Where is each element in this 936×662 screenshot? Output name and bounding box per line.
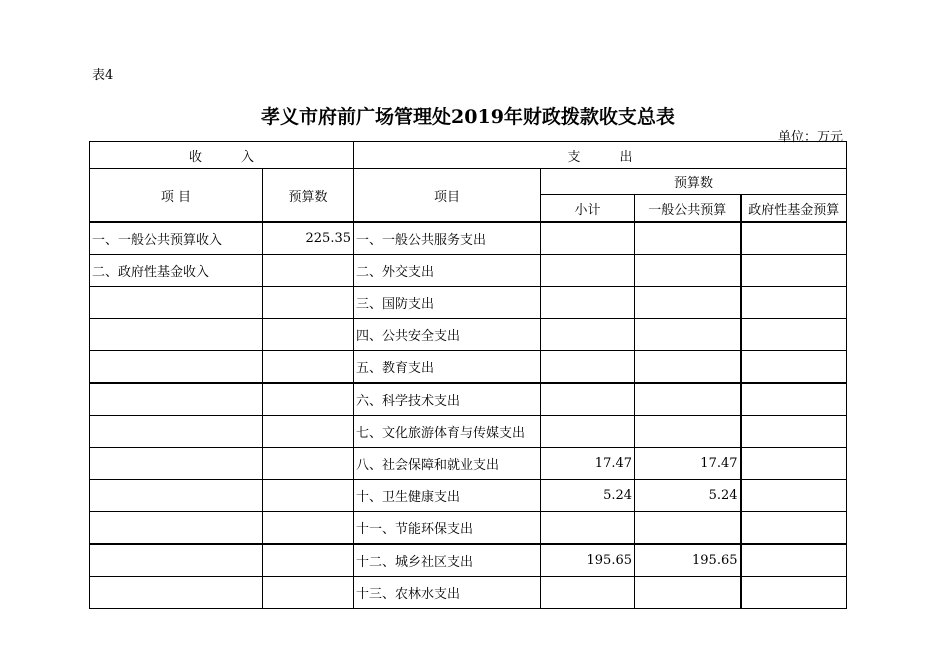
income-item-cell — [90, 480, 263, 512]
general-budget-cell — [635, 255, 741, 287]
income-item-header: 项 目 — [90, 169, 263, 223]
expense-item-cell: 四、公共安全支出 — [354, 319, 541, 351]
income-item-cell — [90, 287, 263, 319]
header-row-1 — [90, 142, 847, 169]
income-value-cell: 225.35 — [263, 222, 354, 255]
general-budget-cell: 195.65 — [635, 544, 741, 577]
general-budget-cell — [635, 383, 741, 416]
income-item-cell — [90, 319, 263, 351]
income-value-cell — [263, 448, 354, 480]
subtotal-cell — [541, 319, 635, 351]
income-value-cell — [263, 383, 354, 416]
general-budget-cell — [635, 416, 741, 448]
income-value-cell — [263, 577, 354, 609]
gov-fund-budget-cell — [741, 383, 847, 416]
table-label: 表4 — [92, 68, 114, 83]
table-row — [90, 448, 847, 480]
expense-item-cell: 一、一般公共服务支出 — [354, 222, 541, 255]
income-item-cell — [90, 544, 263, 577]
income-budget-header: 预算数 — [263, 169, 354, 223]
income-value-cell — [263, 512, 354, 545]
income-value-cell — [263, 351, 354, 384]
subtotal-cell — [541, 512, 635, 545]
table-row — [90, 255, 847, 287]
general-budget-cell — [635, 351, 741, 384]
general-budget-cell — [635, 222, 741, 255]
expense-item-cell: 十、卫生健康支出 — [354, 480, 541, 512]
income-value-cell — [263, 287, 354, 319]
subtotal-cell — [541, 416, 635, 448]
gov-fund-budget-cell — [741, 222, 847, 255]
income-item-cell — [90, 448, 263, 480]
income-item-cell — [90, 383, 263, 416]
gov-fund-budget-cell — [741, 544, 847, 577]
budget-table — [89, 141, 847, 609]
header-row-2 — [90, 169, 847, 195]
subtotal-cell — [541, 287, 635, 319]
gov-fund-budget-cell — [741, 416, 847, 448]
table-row — [90, 319, 847, 351]
expense-item-cell: 十一、节能环保支出 — [354, 512, 541, 545]
subtotal-cell: 195.65 — [541, 544, 635, 577]
subtotal-header: 小计 — [541, 195, 635, 223]
unit-label: 单位：万元 — [777, 130, 843, 145]
expense-header: 支 出 — [354, 142, 847, 169]
expense-item-cell: 七、文化旅游体育与传媒支出 — [354, 416, 541, 448]
gov-fund-budget-cell — [741, 577, 847, 609]
general-budget-cell — [635, 319, 741, 351]
income-item-cell: 二、政府性基金收入 — [90, 255, 263, 287]
table-row — [90, 416, 847, 448]
income-item-cell: 一、一般公共预算收入 — [90, 222, 263, 255]
income-value-cell — [263, 255, 354, 287]
gov-fund-budget-cell — [741, 255, 847, 287]
gov-fund-budget-cell — [741, 480, 847, 512]
subtotal-cell — [541, 577, 635, 609]
expense-item-cell: 五、教育支出 — [354, 351, 541, 384]
income-item-cell — [90, 577, 263, 609]
gov-fund-budget-cell — [741, 512, 847, 545]
subtotal-cell — [541, 351, 635, 384]
table-row — [90, 383, 847, 416]
general-budget-cell — [635, 577, 741, 609]
general-budget-cell: 17.47 — [635, 448, 741, 480]
income-header: 收 入 — [90, 142, 354, 169]
income-value-cell — [263, 319, 354, 351]
subtotal-cell: 17.47 — [541, 448, 635, 480]
income-item-cell — [90, 416, 263, 448]
table-row — [90, 287, 847, 319]
income-value-cell — [263, 544, 354, 577]
general-budget-cell — [635, 512, 741, 545]
general-budget-cell — [635, 287, 741, 319]
gov-fund-budget-cell — [741, 319, 847, 351]
subtotal-cell — [541, 255, 635, 287]
expense-item-cell: 三、国防支出 — [354, 287, 541, 319]
gov-fund-budget-cell — [741, 448, 847, 480]
table-row — [90, 480, 847, 512]
expense-item-cell: 十三、农林水支出 — [354, 577, 541, 609]
income-item-cell — [90, 351, 263, 384]
table-row — [90, 222, 847, 255]
general-budget-header: 一般公共预算 — [635, 195, 741, 223]
subtotal-cell: 5.24 — [541, 480, 635, 512]
expense-budget-header: 预算数 — [541, 169, 847, 195]
table-row — [90, 544, 847, 577]
general-budget-cell: 5.24 — [635, 480, 741, 512]
expense-item-cell: 二、外交支出 — [354, 255, 541, 287]
page-title: 孝义市府前广场管理处2019年财政拨款收支总表 — [261, 106, 675, 128]
expense-item-cell: 十二、城乡社区支出 — [354, 544, 541, 577]
expense-item-cell: 八、社会保障和就业支出 — [354, 448, 541, 480]
gov-fund-budget-cell — [741, 351, 847, 384]
expense-item-cell: 六、科学技术支出 — [354, 383, 541, 416]
table-row — [90, 577, 847, 609]
table-row — [90, 351, 847, 384]
subtotal-cell — [541, 222, 635, 255]
table-row — [90, 512, 847, 545]
subtotal-cell — [541, 383, 635, 416]
gov-fund-budget-cell — [741, 287, 847, 319]
expense-item-header: 项目 — [354, 169, 541, 223]
income-item-cell — [90, 512, 263, 545]
income-value-cell — [263, 416, 354, 448]
gov-fund-budget-header: 政府性基金预算 — [741, 195, 847, 223]
income-value-cell — [263, 480, 354, 512]
